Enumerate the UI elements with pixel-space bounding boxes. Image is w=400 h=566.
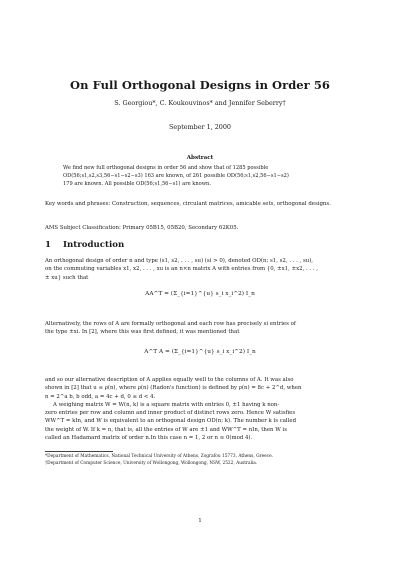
equation-1 xyxy=(0,291,400,297)
section-number: 1 xyxy=(45,240,51,250)
text-line: n = 2^a b, b odd, a = 4c + d, 0 ≤ d < 4. xyxy=(45,393,156,400)
equation-2-text: A^T A = (Σ_{i=1}^{u} s_i x_i^2) I_n xyxy=(144,349,256,355)
text-line: shown in [2] that u ≤ ρ(n), where ρ(n) (Radon's function) is defined by ρ(n) = 8c + 2^d, when xyxy=(45,385,302,392)
abstract-line: We find new full orthogonal designs in order 56 and show that of 1285 possible xyxy=(63,165,269,171)
text-line: the type ±xi. In [2], where this was first defined, it was mentioned that xyxy=(45,329,240,336)
text-line: and so our alternative description of A applies equally well to the columns of A. It was also xyxy=(45,377,294,383)
keywords: Key words and phrases: Construction, sequences, circulant matrices, amicable sets, orthogonal designs. xyxy=(45,201,331,207)
author-list: S. Georgiou*, C. Koukouvinos* and Jennifer Seberry† xyxy=(114,99,286,107)
text-line: on the commuting variables x1, x2, . . . , xu is an n×n matrix A with entries from {0, ±x1, ±x2, . . . , xyxy=(45,266,318,273)
subject-classification: AMS Subject Classification: Primary 05B15, 05B20, Secondary 62K05. xyxy=(45,225,239,231)
footnote-1: *Department of Mathematics, National Technical University of Athens, Zografou 15773, Athens, Greece. xyxy=(45,454,274,459)
intro-paragraph-1 xyxy=(45,257,358,282)
footnote-2: †Department of Computer Science, University of Wollongong, Wollongong, NSW, 2522, Australia. xyxy=(45,461,258,466)
text-line: ± xu} such that xyxy=(45,274,89,281)
abstract-heading: Abstract xyxy=(186,155,214,161)
paper-title: On Full Orthogonal Designs in Order 56 xyxy=(70,78,330,92)
section-title: Introduction xyxy=(63,240,125,250)
text-line: zero entries per row and column and inner product of distinct rows zero. Hence W satisfies xyxy=(45,410,296,417)
intro-paragraph-2 xyxy=(45,320,358,337)
text-line: called an Hadamard matrix of order n.In this case n = 1, 2 or n ≡ 0(mod 4). xyxy=(45,435,253,442)
text-line: An orthogonal design of order n and type (s1, s2, . . . , su) (si > 0), denoted OD(n; s1, s2, . . . , su), xyxy=(45,258,314,264)
text-line: Alternatively, the rows of A are formally orthogonal and each row has precisely si entries of xyxy=(45,321,296,327)
abstract-body xyxy=(63,164,346,188)
intro-paragraph-3 xyxy=(45,376,358,442)
section-heading xyxy=(45,240,124,250)
equation-1-text: AA^T = (Σ_{i=1}^{u} s_i x_i^2) I_n xyxy=(145,291,255,297)
abstract-line: 179 are known. All possible OD(56;s1,56−s1) are known. xyxy=(63,181,211,188)
abstract-line: OD(56;s1,s2,s3,56−s1−s2−s3) 163 are known, of 261 possible OD(56;s1,s2,56−s1−s2) xyxy=(63,173,289,180)
footnote-rule xyxy=(45,451,113,452)
text-line: WW^T = kIn, and W is equivalent to an orthogonal design OD(n; k). The number k is called xyxy=(45,418,297,425)
page-number: 1 xyxy=(198,518,202,524)
text-line: A weighing matrix W = W(n, k) is a square matrix with entries 0, ±1 having k non- xyxy=(53,401,280,408)
paper-date: September 1, 2000 xyxy=(168,123,231,131)
equation-2 xyxy=(0,349,400,355)
text-line: the weight of W. If k = n, that is, all the entries of W are ±1 and WW^T = nIn, then W is xyxy=(45,426,287,433)
